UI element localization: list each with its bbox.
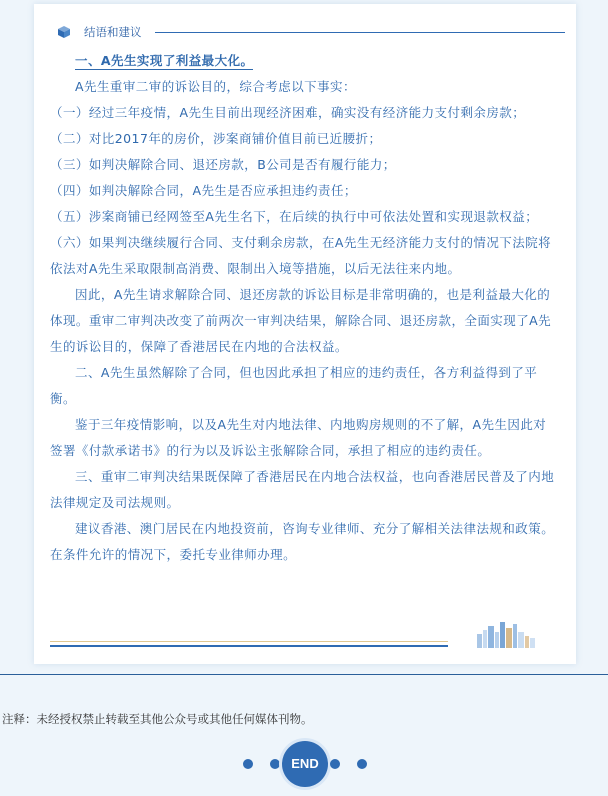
list-item: （六）如果判决继续履行合同、支付剩余房款，在A先生无经济能力支付的情况下法院将依法对A先生采取限制高消费、限制出入境等措施，以后无法往来内地。 [50, 235, 552, 276]
end-marker [0, 741, 608, 787]
list-item: （三）如判决解除合同、退还房款，B公司是否有履行能力； [50, 157, 396, 172]
heading-1 [50, 48, 558, 74]
content-card [34, 4, 576, 664]
dot-decoration [330, 759, 340, 769]
section-header [57, 24, 565, 40]
footer-blue-line [50, 645, 448, 647]
intro-paragraph: A先生重审二审的诉讼目的，综合考虑以下事实： [75, 79, 356, 94]
conclusion-paragraph: 因此，A先生请求解除合同、退还房款的诉讼目标是非常明确的，也是利益最大化的体现。重审二审判决改变了前两次一审判决结果，解除合同、退还房款，全面实现了A先生的诉讼目的，保障了香港居民在内地的合法权益。 [50, 287, 552, 354]
heading-2: 二、A先生虽然解除了合同，但也因此承担了相应的违约责任，各方利益得到了平衡。 [50, 365, 538, 406]
cube-icon [57, 25, 71, 39]
dot-decoration [243, 759, 253, 769]
city-skyline-icon [477, 620, 535, 648]
list-item: （五）涉案商铺已经网签至A先生名下，在后续的执行中可依法处置和实现退款权益； [50, 209, 539, 224]
section-divider [155, 32, 565, 33]
end-badge: END [282, 741, 328, 787]
footer-gold-line [50, 641, 448, 642]
article-body [50, 48, 558, 568]
dot-decoration [357, 759, 367, 769]
list-item: （二）对比2017年的房价，涉案商铺价值目前已近腰折； [50, 131, 382, 146]
paragraph-3: 建议香港、澳门居民在内地投资前，咨询专业律师、充分了解相关法律法规和政策。在条件允许的情况下，委托专业律师办理。 [50, 521, 555, 562]
page-divider [0, 674, 608, 675]
heading-1-text: 一、A先生实现了利益最大化。 [75, 53, 254, 68]
paragraph-2: 鉴于三年疫情影响，以及A先生对内地法律、内地购房规则的不了解，A先生因此对签署《付款承诺书》的行为以及诉讼主张解除合同，承担了相应的违约责任。 [50, 417, 547, 458]
list-item: （一）经过三年疫情，A先生目前出现经济困难，确实没有经济能力支付剩余房款； [50, 105, 526, 120]
dot-decoration [270, 759, 280, 769]
heading-3: 三、重审二审判决结果既保障了香港居民在内地合法权益，也向香港居民普及了内地法律规定及司法规则。 [50, 469, 555, 510]
section-title: 结语和建议 [84, 25, 142, 39]
copyright-note: 注释：未经授权禁止转载至其他公众号或其他任何媒体刊物。 [2, 712, 313, 726]
list-item: （四）如判决解除合同，A先生是否应承担违约责任； [50, 183, 357, 198]
